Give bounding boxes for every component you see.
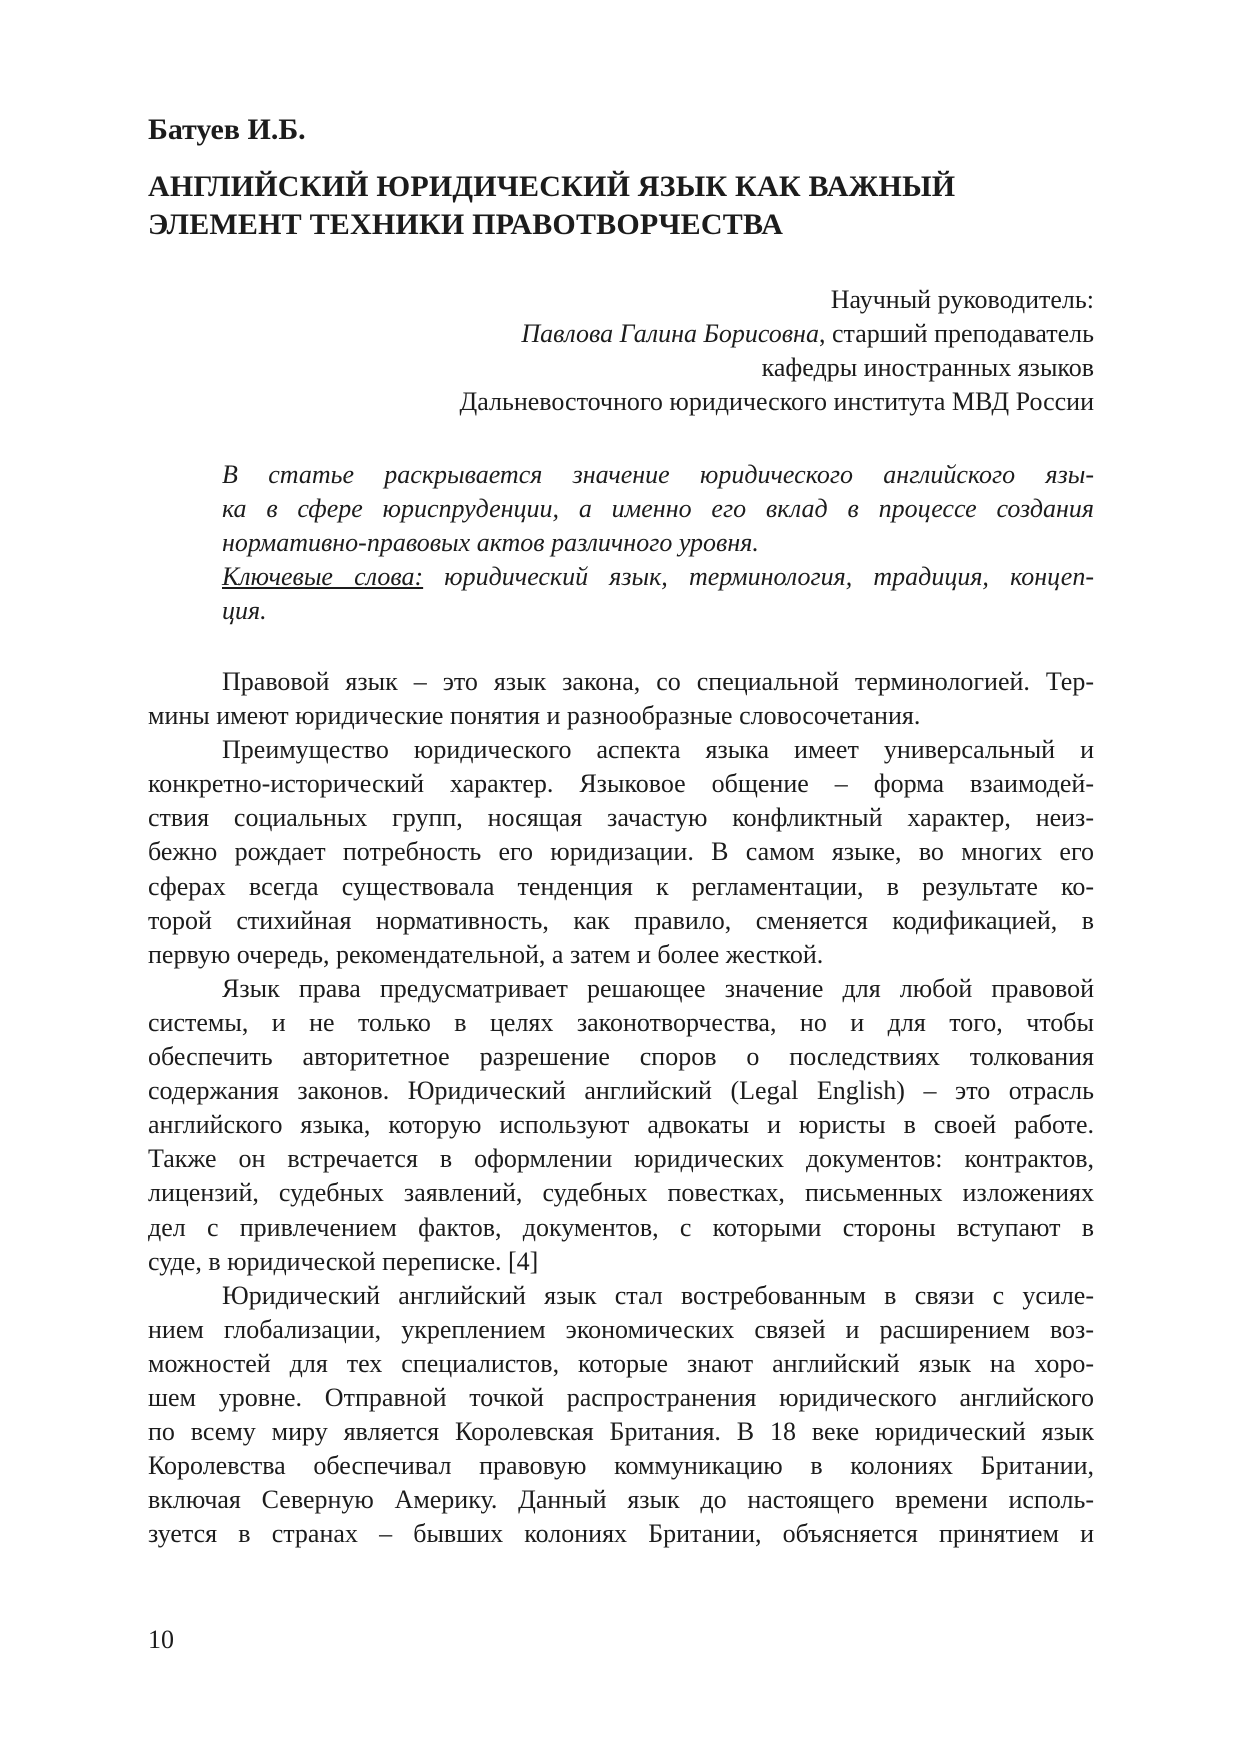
article-title <box>148 168 1094 244</box>
supervisor-institute: Дальневосточного юридического института МВД России <box>459 387 1094 416</box>
supervisor-block <box>148 283 1094 419</box>
abstract-line: ка в сфере юриспруденции, а именно его вклад в процессе создания <box>222 494 1094 523</box>
body-line: Королевства обеспечивал правовую коммуникацию в колониях Британии, <box>148 1451 1094 1481</box>
page-number: 10 <box>148 1625 174 1654</box>
keywords-line-continued: ция. <box>222 596 267 625</box>
body-line: Также он встречается в оформлении юридических документов: контрактов, <box>148 1144 1094 1174</box>
body-line: можностей для тех специалистов, которые знают английский язык на хоро- <box>148 1348 1094 1378</box>
body-line: суде, в юридической переписке. [4] <box>148 1246 539 1276</box>
supervisor-name-line <box>148 317 1094 351</box>
body-line: Юридический английский язык стал востребованным в связи с усиле- <box>222 1280 1094 1310</box>
keywords-text: юридический язык, терминология, традиция, концеп- <box>423 562 1095 591</box>
article-body <box>148 665 1094 1551</box>
title-line-1: АНГЛИЙСКИЙ ЮРИДИЧЕСКИЙ ЯЗЫК КАК ВАЖНЫЙ <box>148 170 956 203</box>
body-line: бежно рождает потребность его юридизации. В самом языке, во многих его <box>148 837 1094 867</box>
body-line: шем уровне. Отправной точкой распространения юридического английского <box>148 1382 1094 1412</box>
body-line: сферах всегда существовала тенденция к регламентации, в результате ко- <box>148 871 1094 901</box>
body-line: Язык права предусматривает решающее значение для любой правовой <box>222 973 1094 1003</box>
abstract-line: нормативно-правовых актов различного уровня. <box>222 528 759 557</box>
abstract <box>222 458 1094 628</box>
supervisor-label: Научный руководитель: <box>830 285 1094 314</box>
supervisor-department: кафедры иностранных языков <box>761 353 1094 382</box>
supervisor-position: , старший преподаватель <box>818 319 1094 348</box>
body-line: включая Северную Америку. Данный язык до настоящего времени исполь- <box>148 1485 1094 1515</box>
body-line: первую очередь, рекомендательной, а затем и более жесткой. <box>148 939 824 969</box>
body-line: конкретно-исторический характер. Языковое общение – форма взаимодей- <box>148 769 1094 799</box>
body-line: Преимущество юридического аспекта языка имеет универсальный и <box>222 735 1094 765</box>
body-line: дел с привлечением фактов, документов, с которыми стороны вступают в <box>148 1212 1094 1242</box>
keywords-label: Ключевые слова: <box>222 562 424 591</box>
supervisor-name: Павлова Галина Борисовна <box>521 319 819 348</box>
body-line: ствия социальных групп, носящая зачастую конфликтный характер, неиз- <box>148 803 1094 833</box>
body-line: обеспечить авторитетное разрешение споров о последствиях толкования <box>148 1042 1094 1072</box>
body-line: торой стихийная нормативность, как правило, сменяется кодификацией, в <box>148 905 1094 935</box>
body-line: Правовой язык – это язык закона, со специальной терминологией. Тер- <box>222 667 1094 696</box>
body-line: нием глобализации, укреплением экономических связей и расширением воз- <box>148 1314 1094 1344</box>
abstract-line: В статье раскрывается значение юридического английского язы- <box>222 460 1094 489</box>
author-name: Батуев И.Б. <box>148 113 306 146</box>
body-line: английского языка, которую используют адвокаты и юристы в своей работе. <box>148 1110 1094 1140</box>
body-line: содержания законов. Юридический английский (Legal English) – это отрасль <box>148 1076 1094 1106</box>
keywords-line <box>222 560 1094 594</box>
body-line: системы, и не только в целях законотворчества, но и для того, чтобы <box>148 1007 1094 1037</box>
body-line: мины имеют юридические понятия и разнообразные словосочетания. <box>148 701 921 731</box>
body-line: зуется в странах – бывших колониях Британии, объясняется принятием и <box>148 1519 1094 1549</box>
body-line: по всему миру является Королевская Британия. В 18 веке юридический язык <box>148 1417 1094 1447</box>
title-line-2: ЭЛЕМЕНТ ТЕХНИКИ ПРАВОТВОРЧЕСТВА <box>148 208 784 241</box>
body-line: лицензий, судебных заявлений, судебных повестках, письменных изложениях <box>148 1178 1094 1208</box>
document-page <box>148 0 1094 1754</box>
